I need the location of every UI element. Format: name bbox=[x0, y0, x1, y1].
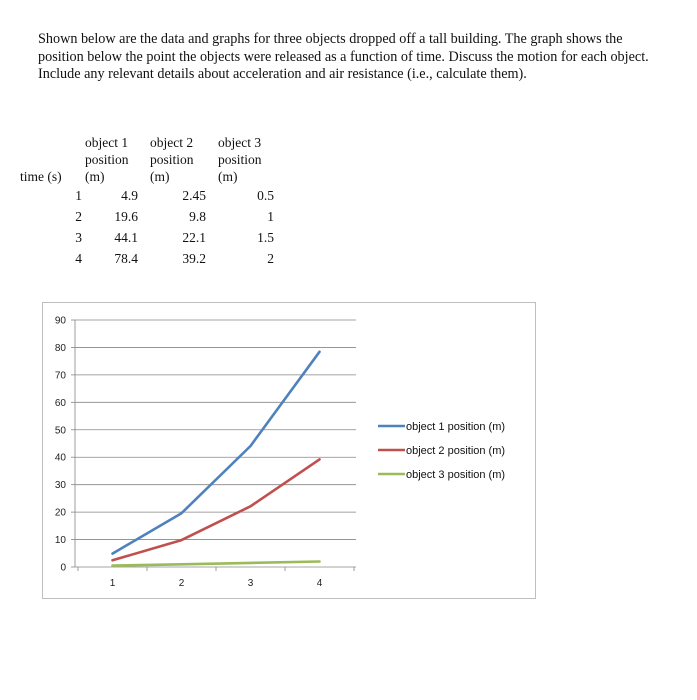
y-tick-label: 30 bbox=[54, 480, 66, 492]
table-cell-time: 2 bbox=[75, 209, 82, 224]
y-tick-label: 90 bbox=[54, 315, 66, 327]
table-cell-object-2: 9.8 bbox=[189, 209, 206, 224]
table-cell-time: 3 bbox=[75, 230, 82, 245]
table-cell-time: 4 bbox=[75, 251, 82, 266]
table-cell-object-2: 2.45 bbox=[182, 188, 206, 203]
header-object-2-line-2: position bbox=[150, 152, 194, 167]
y-tick-label: 60 bbox=[54, 397, 66, 409]
table-cell-object-2: 39.2 bbox=[182, 251, 206, 266]
table-row bbox=[20, 248, 286, 269]
table-cell-object-1: 44.1 bbox=[114, 230, 138, 245]
header-object-2-line-1: object 2 bbox=[150, 135, 194, 150]
table-cell-object-3: 2 bbox=[267, 251, 274, 266]
table-row bbox=[20, 185, 286, 206]
y-tick-label: 0 bbox=[60, 562, 66, 574]
x-tick-label: 4 bbox=[316, 578, 323, 589]
table-cell-time: 1 bbox=[75, 188, 82, 203]
legend-label-object-1: object 1 position (m) bbox=[406, 421, 506, 433]
x-tick-label: 3 bbox=[247, 578, 254, 589]
table-cell-object-1: 4.9 bbox=[121, 188, 138, 203]
header-object-3-line-2: position bbox=[218, 152, 262, 167]
header-object-1-line-2: position bbox=[85, 152, 129, 167]
table-cell-object-1: 19.6 bbox=[114, 209, 138, 224]
table-header-row bbox=[20, 134, 286, 185]
series-line-object-2 bbox=[113, 459, 320, 560]
y-tick-label: 10 bbox=[54, 535, 66, 547]
y-tick-label: 20 bbox=[54, 507, 66, 519]
header-time: time (s) bbox=[20, 169, 62, 184]
problem-prompt: Shown below are the data and graphs for three objects dropped off a tall building. The graph shows the position below the point the objects were released as a function of time. Discuss the motion for each object. Include any relevant details about acceleration and air resistance (i.e., calculate them). bbox=[38, 31, 649, 82]
y-tick-label: 40 bbox=[54, 452, 66, 464]
legend-label-object-2: object 2 position (m) bbox=[406, 445, 506, 457]
x-tick-label: 1 bbox=[109, 578, 116, 589]
x-tick-label: 2 bbox=[178, 578, 185, 589]
header-object-3-line-3: (m) bbox=[218, 169, 238, 184]
y-tick-label: 50 bbox=[54, 425, 66, 437]
header-object-2 bbox=[150, 134, 218, 185]
table-cell-object-2: 22.1 bbox=[182, 230, 206, 245]
legend-label-object-3: object 3 position (m) bbox=[406, 469, 506, 481]
y-tick-label: 80 bbox=[54, 342, 66, 354]
series-line-object-3 bbox=[113, 562, 320, 566]
table-cell-object-3: 1.5 bbox=[257, 230, 274, 245]
y-tick-label: 70 bbox=[54, 370, 66, 382]
table-row bbox=[20, 227, 286, 248]
data-table bbox=[20, 134, 286, 269]
header-object-3-line-1: object 3 bbox=[218, 135, 262, 150]
table-row bbox=[20, 206, 286, 227]
header-object-1-line-3: (m) bbox=[85, 169, 105, 184]
header-object-1-line-1: object 1 bbox=[85, 135, 129, 150]
chart-area bbox=[42, 302, 536, 599]
header-object-3 bbox=[218, 134, 286, 185]
header-object-2-line-3: (m) bbox=[150, 169, 170, 184]
table-cell-object-1: 78.4 bbox=[114, 251, 138, 266]
line-chart bbox=[43, 303, 537, 600]
table-cell-object-3: 1 bbox=[267, 209, 274, 224]
header-object-1 bbox=[85, 134, 150, 185]
table-cell-object-3: 0.5 bbox=[257, 188, 274, 203]
